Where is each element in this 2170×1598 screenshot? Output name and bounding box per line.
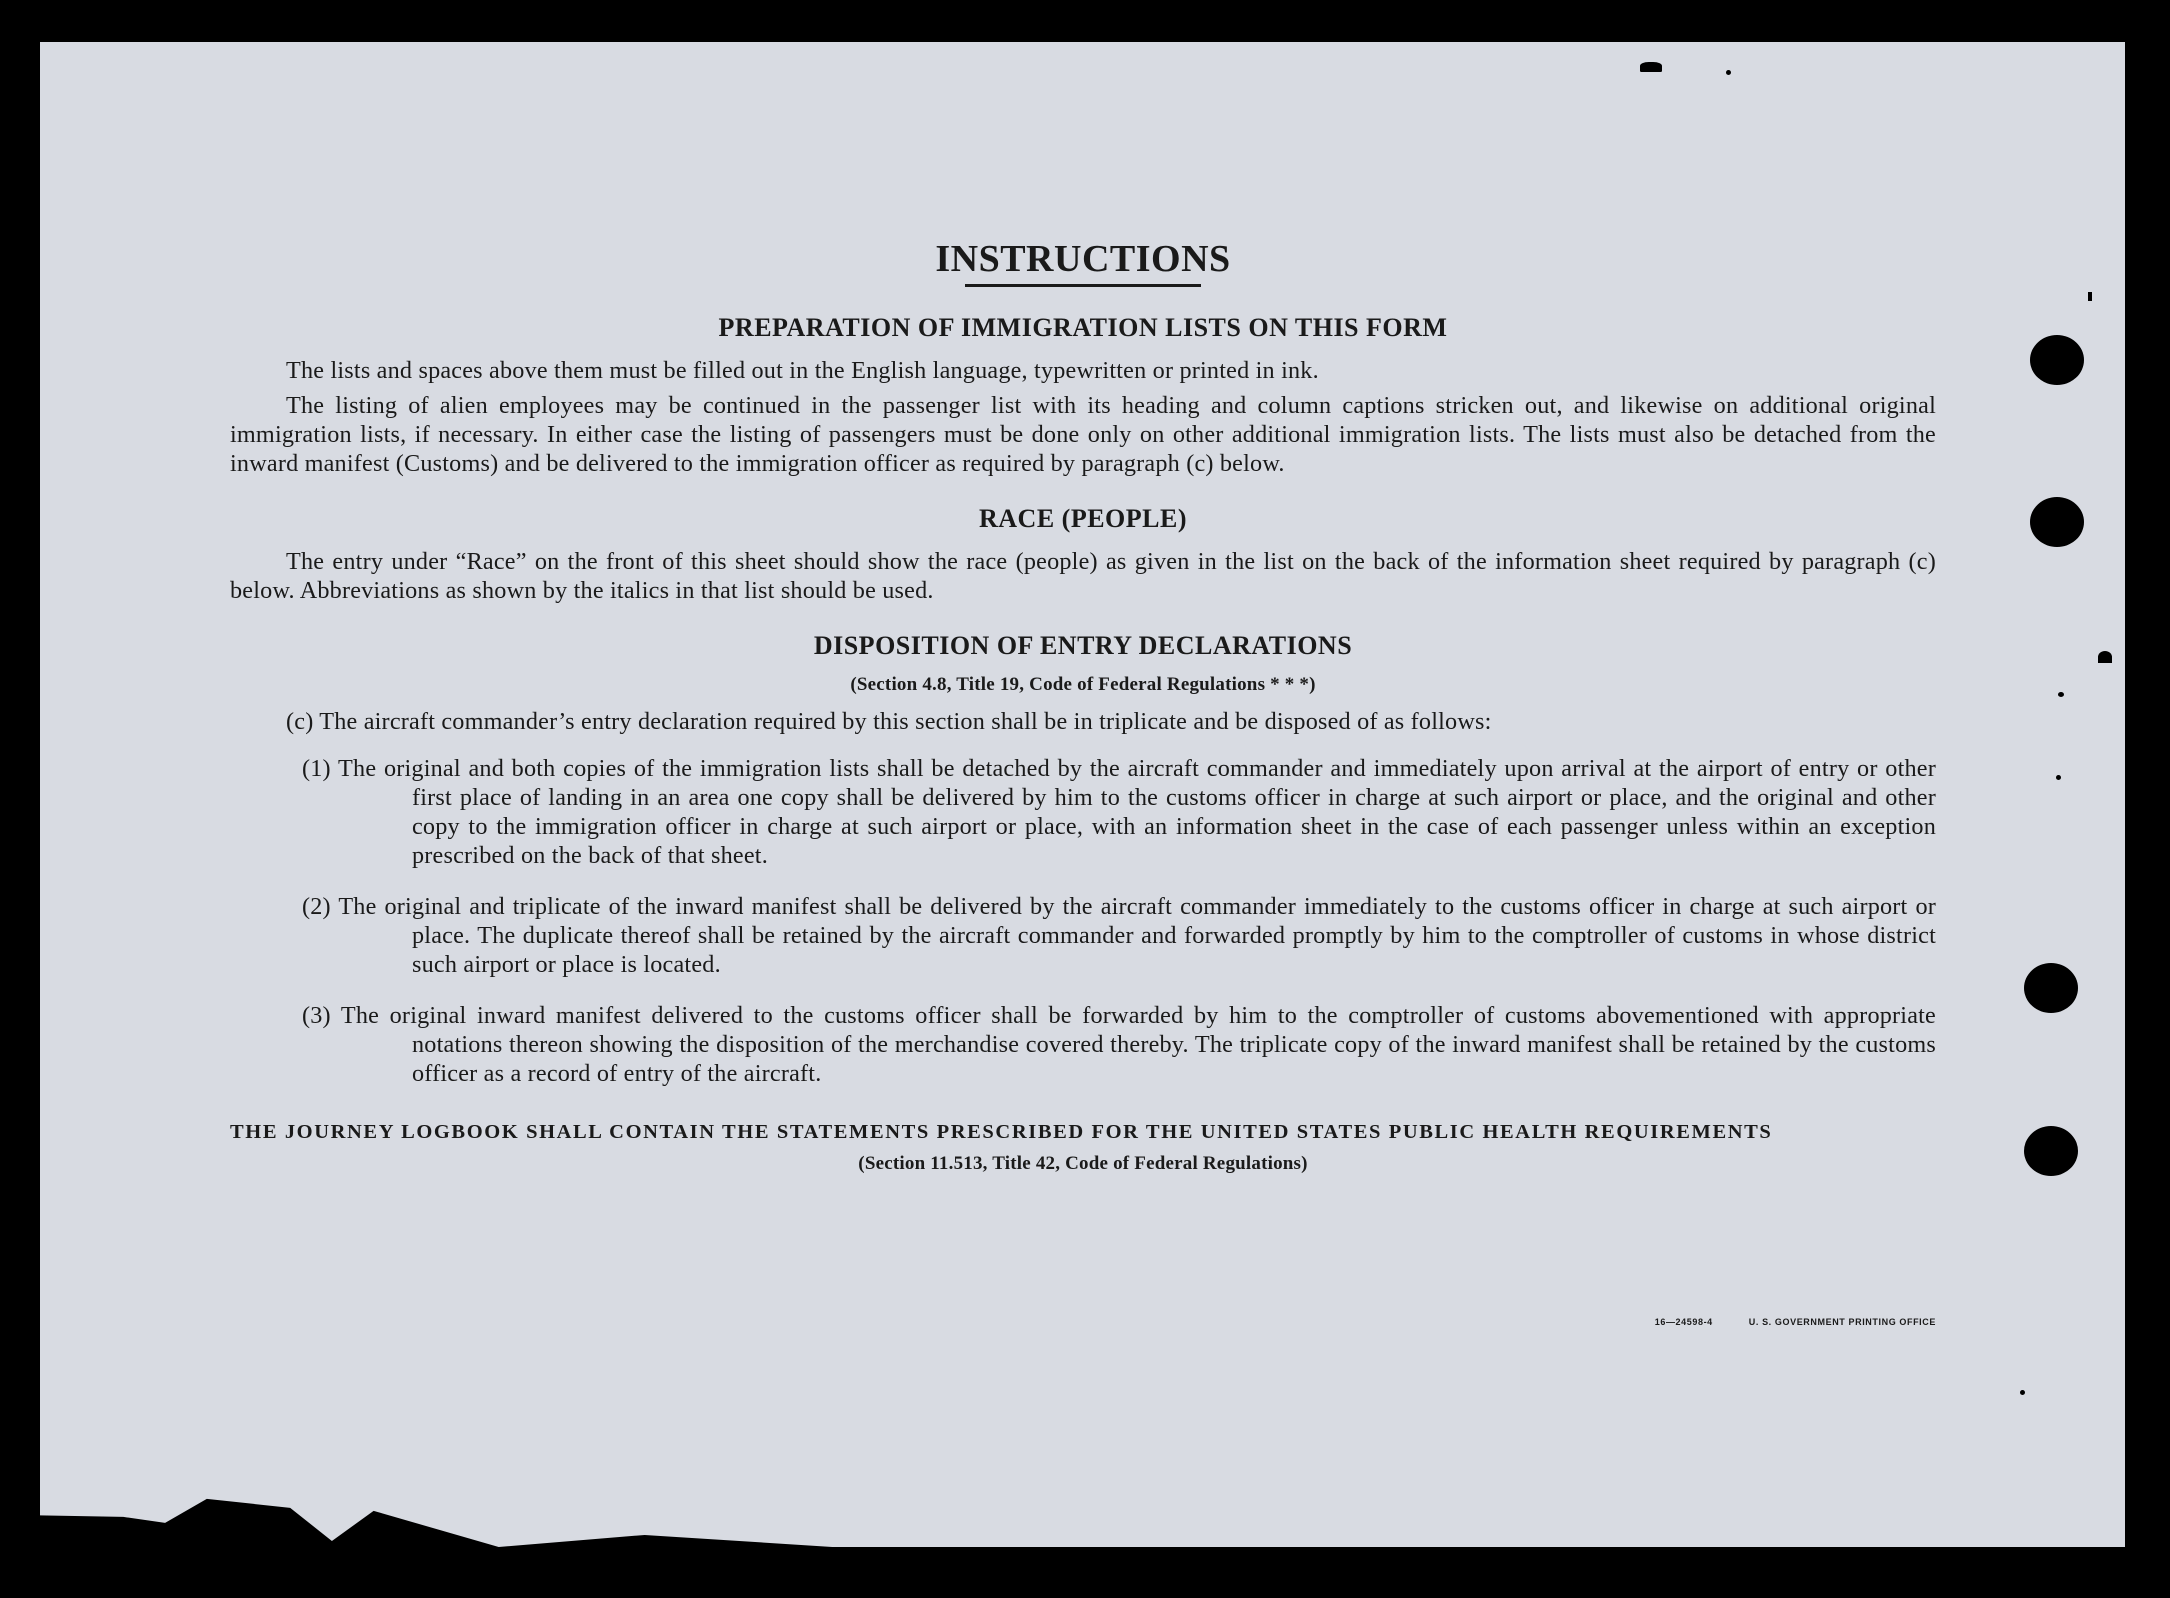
paragraph-c: (c) The aircraft commander’s entry declaration required by this section shall be in triplicate and be disposed of as follows: [286, 708, 1492, 735]
list-item: (1) The original and both copies of the immigration lists shall be detached by the aircraft commander and immediately upon arrival at the airport of entry or other first place of landing in an area one copy shall be delivered by him to the customs officer in charge at such airport or place, and the original and other copy to the immigration officer in charge at such airport or place, with an information sheet in the case of each passenger unless within an exception prescribed on the back of that sheet. [302, 755, 1936, 869]
scan-speck [2056, 775, 2061, 780]
scan-speck [2020, 1390, 2025, 1395]
section-heading-disposition: DISPOSITION OF ENTRY DECLARATIONS [813, 631, 1353, 660]
printer-name: U. S. GOVERNMENT PRINTING OFFICE [1748, 1317, 1936, 1327]
page-title: INSTRUCTIONS [935, 238, 1231, 280]
title-underline [965, 284, 1201, 287]
section-heading-preparation: PREPARATION OF IMMIGRATION LISTS ON THIS FORM [718, 313, 1448, 342]
paragraph: The entry under “Race” on the front of this sheet should show the race (people) as given in the list on the back of the information sheet required by paragraph (c) below. Abbreviations as shown by the italics in that list should be used. [230, 548, 1936, 604]
paragraph: The listing of alien employees may be continued in the passenger list with its heading and column captions stricken out, and likewise on additional original immigration lists, if necessary. In either case the listing of passengers must be done only on other additional immigration lists. The lists must also be detached from the inward manifest (Customs) and be delivered to the immigration officer as required by paragraph (c) below. [230, 392, 1936, 477]
form-number: 16—24598-4 [1654, 1317, 1713, 1327]
scan-speck [1640, 62, 1662, 72]
list-item: (2) The original and triplicate of the inward manifest shall be delivered by the aircraft commander immediately to the customs officer in charge at such airport or place. The duplicate thereof shall be retained by the aircraft commander and forwarded promptly by him to the comptroller of customs in whose district such airport or place is located. [302, 893, 1936, 978]
section-citation: (Section 4.8, Title 19, Code of Federal Regulations * * *) [850, 674, 1316, 695]
instructions-body [230, 238, 1936, 1327]
section-heading-race: RACE (PEOPLE) [979, 504, 1187, 533]
punch-hole [2030, 335, 2084, 385]
paragraph: The lists and spaces above them must be filled out in the English language, typewritten or printed in ink. [286, 357, 1319, 384]
closing-statement: THE JOURNEY LOGBOOK SHALL CONTAIN THE STATEMENTS PRESCRIBED FOR THE UNITED STATES PUBLIC HEALTH REQUIREMENTS [230, 1121, 1773, 1143]
scan-speck [2098, 651, 2112, 663]
punch-hole [2024, 963, 2078, 1013]
punch-hole [2030, 497, 2084, 547]
list-item: (3) The original inward manifest delivered to the customs officer shall be forwarded by him to the comptroller of customs abovementioned with appropriate notations thereon showing the disposition of the merchandise covered thereby. The triplicate copy of the inward manifest shall be retained by the customs officer as a record of entry of the aircraft. [302, 1002, 1936, 1087]
scan-speck [2058, 692, 2064, 697]
punch-hole [2024, 1126, 2078, 1176]
scan-speck [1726, 70, 1731, 75]
scan-speck [2088, 292, 2092, 301]
closing-citation: (Section 11.513, Title 42, Code of Federal Regulations) [858, 1153, 1308, 1174]
printer-footer [1436, 1308, 1936, 1337]
